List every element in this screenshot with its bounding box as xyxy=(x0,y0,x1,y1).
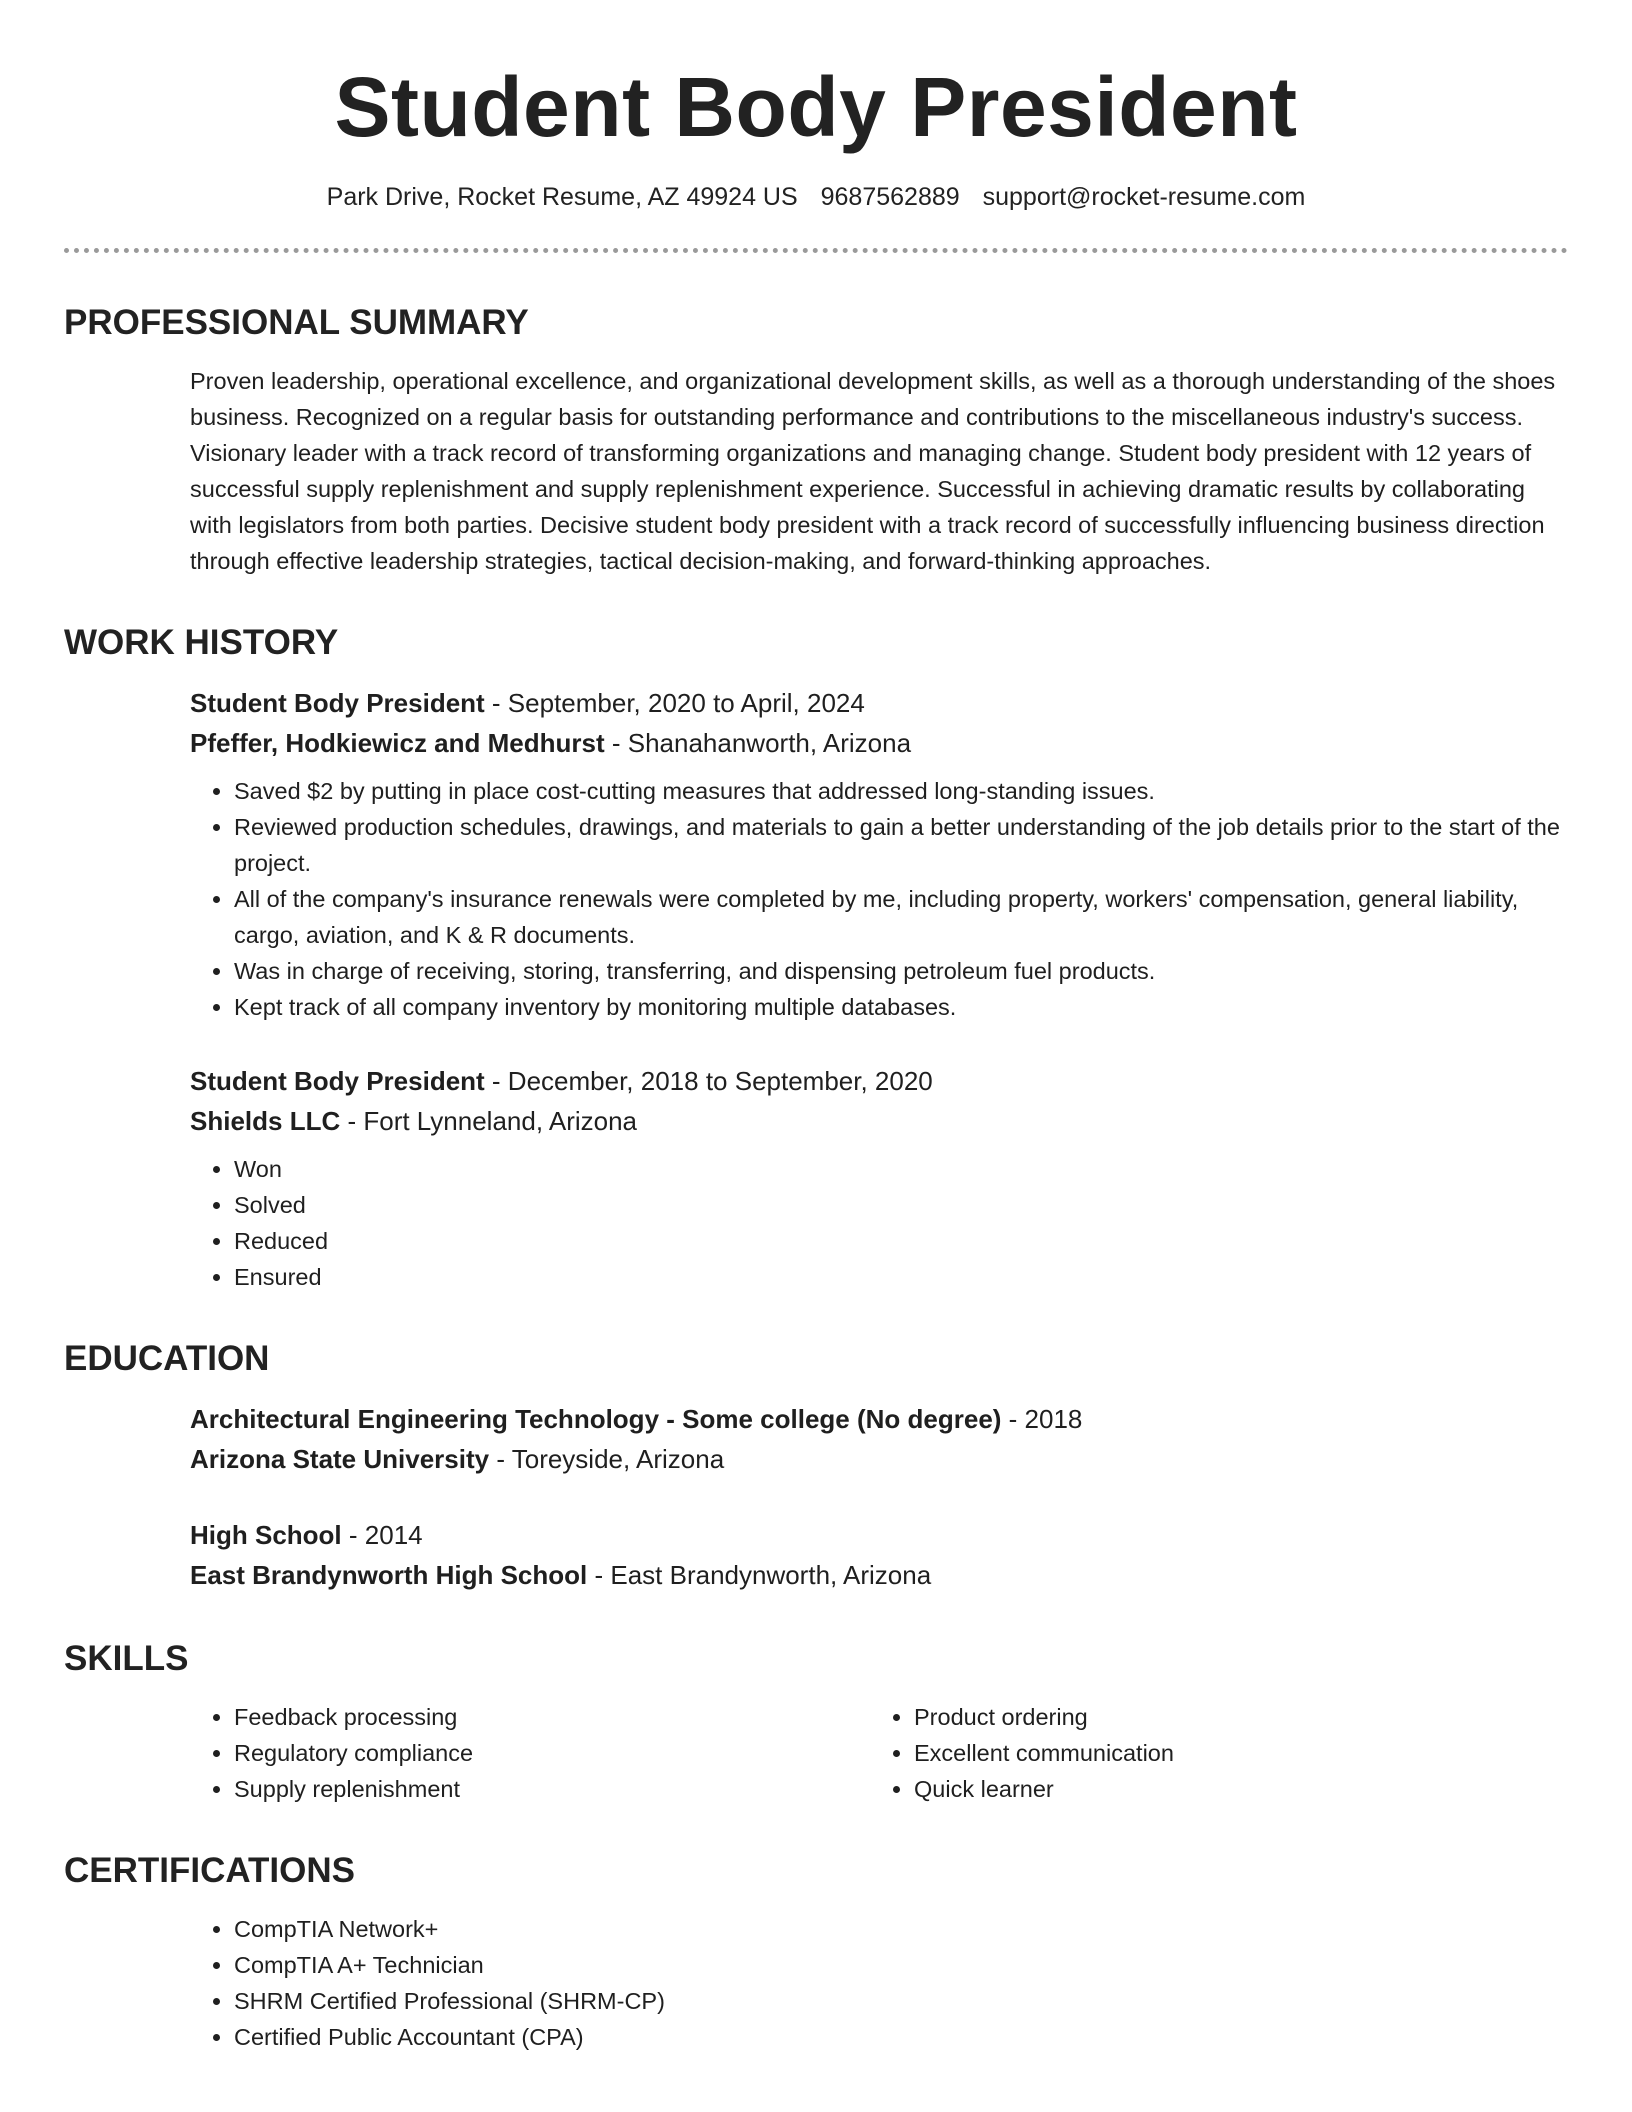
certification-item: • Certified Public Accountant (CPA) xyxy=(234,2019,1568,2055)
degree-line xyxy=(190,1399,1568,1439)
list-item: • Reduced xyxy=(234,1223,1568,1259)
job-title-line xyxy=(190,1061,1568,1101)
work-history-body xyxy=(190,683,1568,1295)
degree-name: High School xyxy=(190,1520,342,1550)
education-title: EDUCATION xyxy=(64,1339,270,1378)
skills-list-right xyxy=(870,1699,1568,1807)
certification-item: • CompTIA Network+ xyxy=(234,1911,1568,1947)
certifications-section xyxy=(64,1849,1568,2055)
job-role: Student Body President xyxy=(190,688,485,718)
contact-address: Park Drive, Rocket Resume, AZ 49924 US xyxy=(326,183,798,211)
skill-item: • Supply replenishment xyxy=(234,1771,870,1807)
skill-item: • Product ordering xyxy=(914,1699,1568,1735)
degree-year: - 2018 xyxy=(1001,1404,1083,1434)
school-name: Arizona State University xyxy=(190,1444,490,1474)
school-location: - Toreyside, Arizona xyxy=(489,1444,725,1474)
candidate-name: Student Body President xyxy=(334,60,1298,154)
summary-section xyxy=(64,301,1568,579)
work-history-section xyxy=(64,621,1568,1295)
degree-line xyxy=(190,1515,1568,1555)
skills-title: SKILLS xyxy=(64,1639,189,1678)
skill-item: • Excellent communication xyxy=(914,1735,1568,1771)
job-title-line xyxy=(190,683,1568,723)
list-item: • Won xyxy=(234,1151,1568,1187)
certifications-title: CERTIFICATIONS xyxy=(64,1851,356,1890)
list-item: • Ensured xyxy=(234,1259,1568,1295)
certification-item: • CompTIA A+ Technician xyxy=(234,1947,1568,1983)
job-location: - Shanahanworth, Arizona xyxy=(604,728,912,758)
job-location: - Fort Lynneland, Arizona xyxy=(340,1106,638,1136)
school-line xyxy=(190,1555,1568,1595)
job-entry xyxy=(190,1061,1568,1295)
contact-phone: 9687562889 xyxy=(820,183,960,211)
job-bullets xyxy=(190,773,1568,1025)
school-name: East Brandynworth High School xyxy=(190,1560,588,1590)
certification-item: • SHRM Certified Professional (SHRM-CP) xyxy=(234,1983,1568,2019)
summary-body xyxy=(190,363,1568,579)
header-divider xyxy=(64,248,1568,253)
school-location: - East Brandynworth, Arizona xyxy=(587,1560,932,1590)
skill-item: • Feedback processing xyxy=(234,1699,870,1735)
degree-year: - 2014 xyxy=(341,1520,423,1550)
job-bullets xyxy=(190,1151,1568,1295)
job-dates: - December, 2018 to September, 2020 xyxy=(484,1066,933,1096)
list-item: • Was in charge of receiving, storing, transferring, and dispensing petroleum fuel products. xyxy=(234,953,1568,989)
education-entry xyxy=(190,1515,1568,1595)
degree-name: Architectural Engineering Technology - Some college (No degree) xyxy=(190,1404,1002,1434)
list-item: • Kept track of all company inventory by monitoring multiple databases. xyxy=(234,989,1568,1025)
certifications-body xyxy=(190,1911,1568,2055)
skills-body xyxy=(190,1699,1568,1807)
list-item: • Solved xyxy=(234,1187,1568,1223)
skills-list-left xyxy=(190,1699,870,1807)
work-history-title: WORK HISTORY xyxy=(64,623,339,662)
school-line xyxy=(190,1439,1568,1479)
job-company: Shields LLC xyxy=(190,1106,341,1136)
skill-item: • Quick learner xyxy=(914,1771,1568,1807)
list-item: • Saved $2 by putting in place cost-cutting measures that addressed long-standing issues. xyxy=(234,773,1568,809)
job-role: Student Body President xyxy=(190,1066,485,1096)
list-item: • Reviewed production schedules, drawings, and materials to gain a better understanding of the job details prior to the start of the project. xyxy=(234,809,1568,881)
education-entry xyxy=(190,1399,1568,1479)
education-section xyxy=(64,1337,1568,1595)
skills-section xyxy=(64,1637,1568,1807)
job-company: Pfeffer, Hodkiewicz and Medhurst xyxy=(190,728,605,758)
job-entry xyxy=(190,683,1568,1025)
summary-title: PROFESSIONAL SUMMARY xyxy=(64,303,529,342)
job-dates: - September, 2020 to April, 2024 xyxy=(484,688,865,718)
list-item: • All of the company's insurance renewals were completed by me, including property, workers' compensation, general liability, cargo, aviation, and K & R documents. xyxy=(234,881,1568,953)
contact-email: support@rocket-resume.com xyxy=(982,183,1306,211)
certifications-list xyxy=(190,1911,1568,2055)
job-company-line xyxy=(190,1101,1568,1141)
skill-item: • Regulatory compliance xyxy=(234,1735,870,1771)
education-body xyxy=(190,1399,1568,1595)
job-company-line xyxy=(190,723,1568,763)
summary-text: Proven leadership, operational excellence, and organizational development skills, as well as a thorough understanding of the shoes business. Recognized on a regular basis for outstanding performance and contributions to the miscellaneous industry's success. Visionary leader with a track record of transforming organizations and managing change. Student body president with 12 years of successful supply replenishment and supply replenishment experience. Successful in achieving dramatic results by collaborating with legislators from both parties. Decisive student body president with a track record of successfully influencing business direction through effective leadership strategies, tactical decision-making, and forward-thinking approaches. xyxy=(190,368,1556,574)
contact-line xyxy=(64,180,1568,214)
resume-header xyxy=(64,0,1568,214)
